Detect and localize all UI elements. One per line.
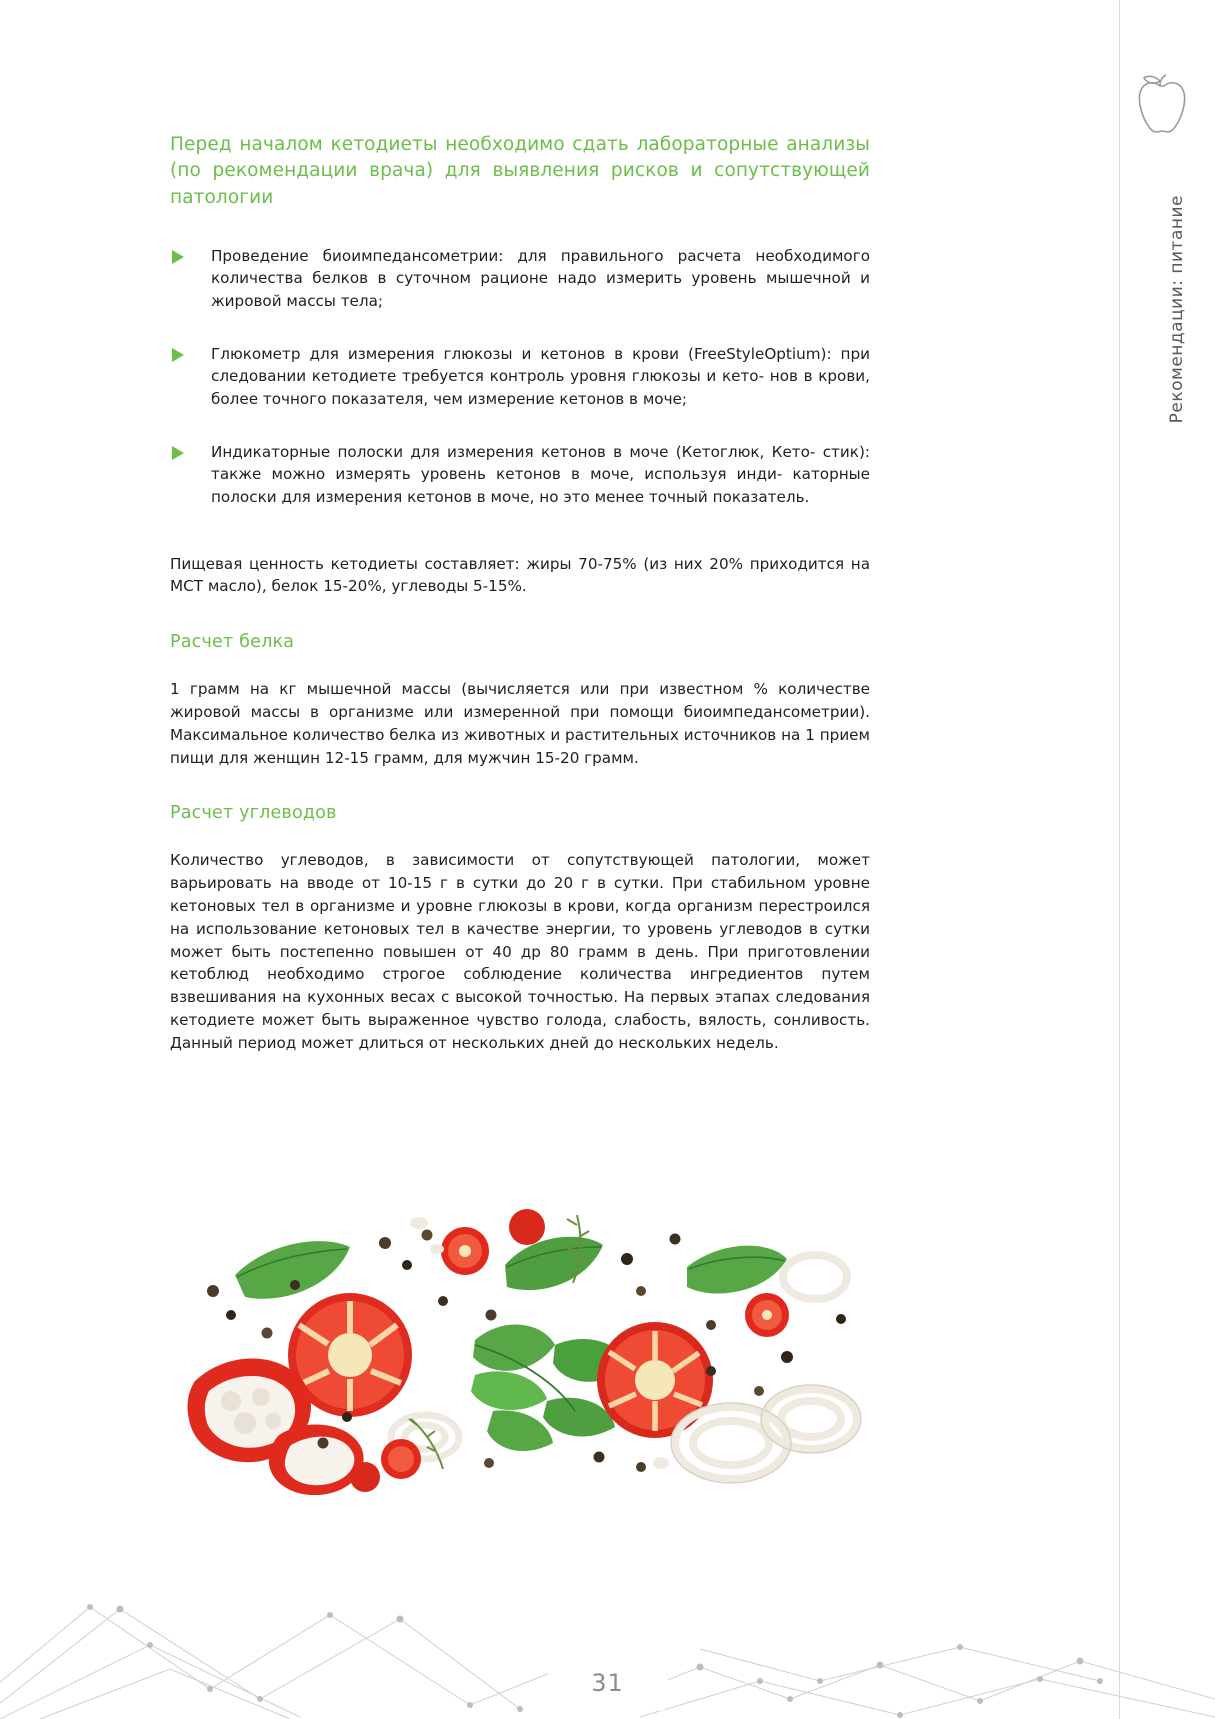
- nutrition-value-paragraph: Пищевая ценность кетодиеты составляет: жиры 70-75% (из них 20% приходится на МСТ масло), белок 15-20%, углеводы 5-15%.: [170, 554, 870, 596]
- apple-icon: [1133, 72, 1187, 134]
- vegetables-illustration: [175, 1205, 875, 1495]
- page-number: 31: [591, 1669, 624, 1697]
- footer-decoration: [0, 1549, 1215, 1719]
- list-item: [170, 441, 870, 509]
- content-column: [170, 132, 870, 1085]
- carbs-section-heading: Расчет углеводов: [170, 803, 337, 824]
- list-item-text: Индикаторные полоски для измерения кетонов в моче (Кетоглюк, Кето- стик): также можно измерять уровень кетонов в моче, используя инди- каторные полоски для измерения кетонов в моче, но это менее точный показатель.: [211, 442, 870, 506]
- triangle-bullet-icon: [172, 446, 184, 460]
- list-item-text: Проведение биоимпедансометрии: для правильного расчета необходимого количества белков в суточном рационе надо измерить уровень мышечной и жировой массы тела;: [211, 246, 870, 311]
- page-title: Перед началом кетодиеты необходимо сдать лабораторные анализы (по рекомендации врача) для выявления рисков и сопутствующей патологии: [170, 134, 870, 208]
- triangle-bullet-icon: [172, 348, 184, 362]
- side-tab-label: Рекомендации: питание: [1167, 195, 1187, 424]
- side-tab: [1119, 0, 1215, 1719]
- carbs-paragraph: Количество углеводов, в зависимости от сопутствующей патологии, может варьировать на вводе от 10-15 г в сутки до 20 г в сутки. При стабильном уровне кетоновых тел в организме и уровне глюкозы в крови, когда организм перестроился на использование кетоновых тел в качестве энергии, то уровень углеводов в сутки может быть постепенно повышен от 40 др 80 грамм в день. При приготовлении кетоблюд необходимо строгое соблюдение количества ингредиентов путем взвешивания на кухонных весах с высокой точностью. На первых этапах следования кетодиете может быть выраженное чувство голода, слабость, вялость, сонливость. Данный период может длиться от нескольких дней до нескольких недель.: [170, 851, 870, 1052]
- list-item: [170, 245, 870, 313]
- protein-paragraph: 1 грамм на кг мышечной массы (вычисляется или при известном % количестве жировой массы в организме или измеренной при помощи биоимпедансометрии). Максимальное количество белка из животных и растительных источников на 1 прием пищи для женщин 12-15 грамм, для мужчин 15-20 грамм.: [170, 680, 870, 767]
- list-item: [170, 343, 870, 411]
- list-item-text: Глюкометр для измерения глюкозы и кетонов в крови (FreeStyleOptium): при следовании кетодиете требуется контроль уровня глюкозы и кето- нов в крови, более точного показателя, чем измерение кетонов в моче;: [211, 344, 870, 408]
- side-tab-rule: [1119, 0, 1120, 1719]
- protein-section-heading: Расчет белка: [170, 632, 295, 653]
- triangle-bullet-icon: [172, 250, 184, 264]
- recommendations-list: [170, 245, 870, 509]
